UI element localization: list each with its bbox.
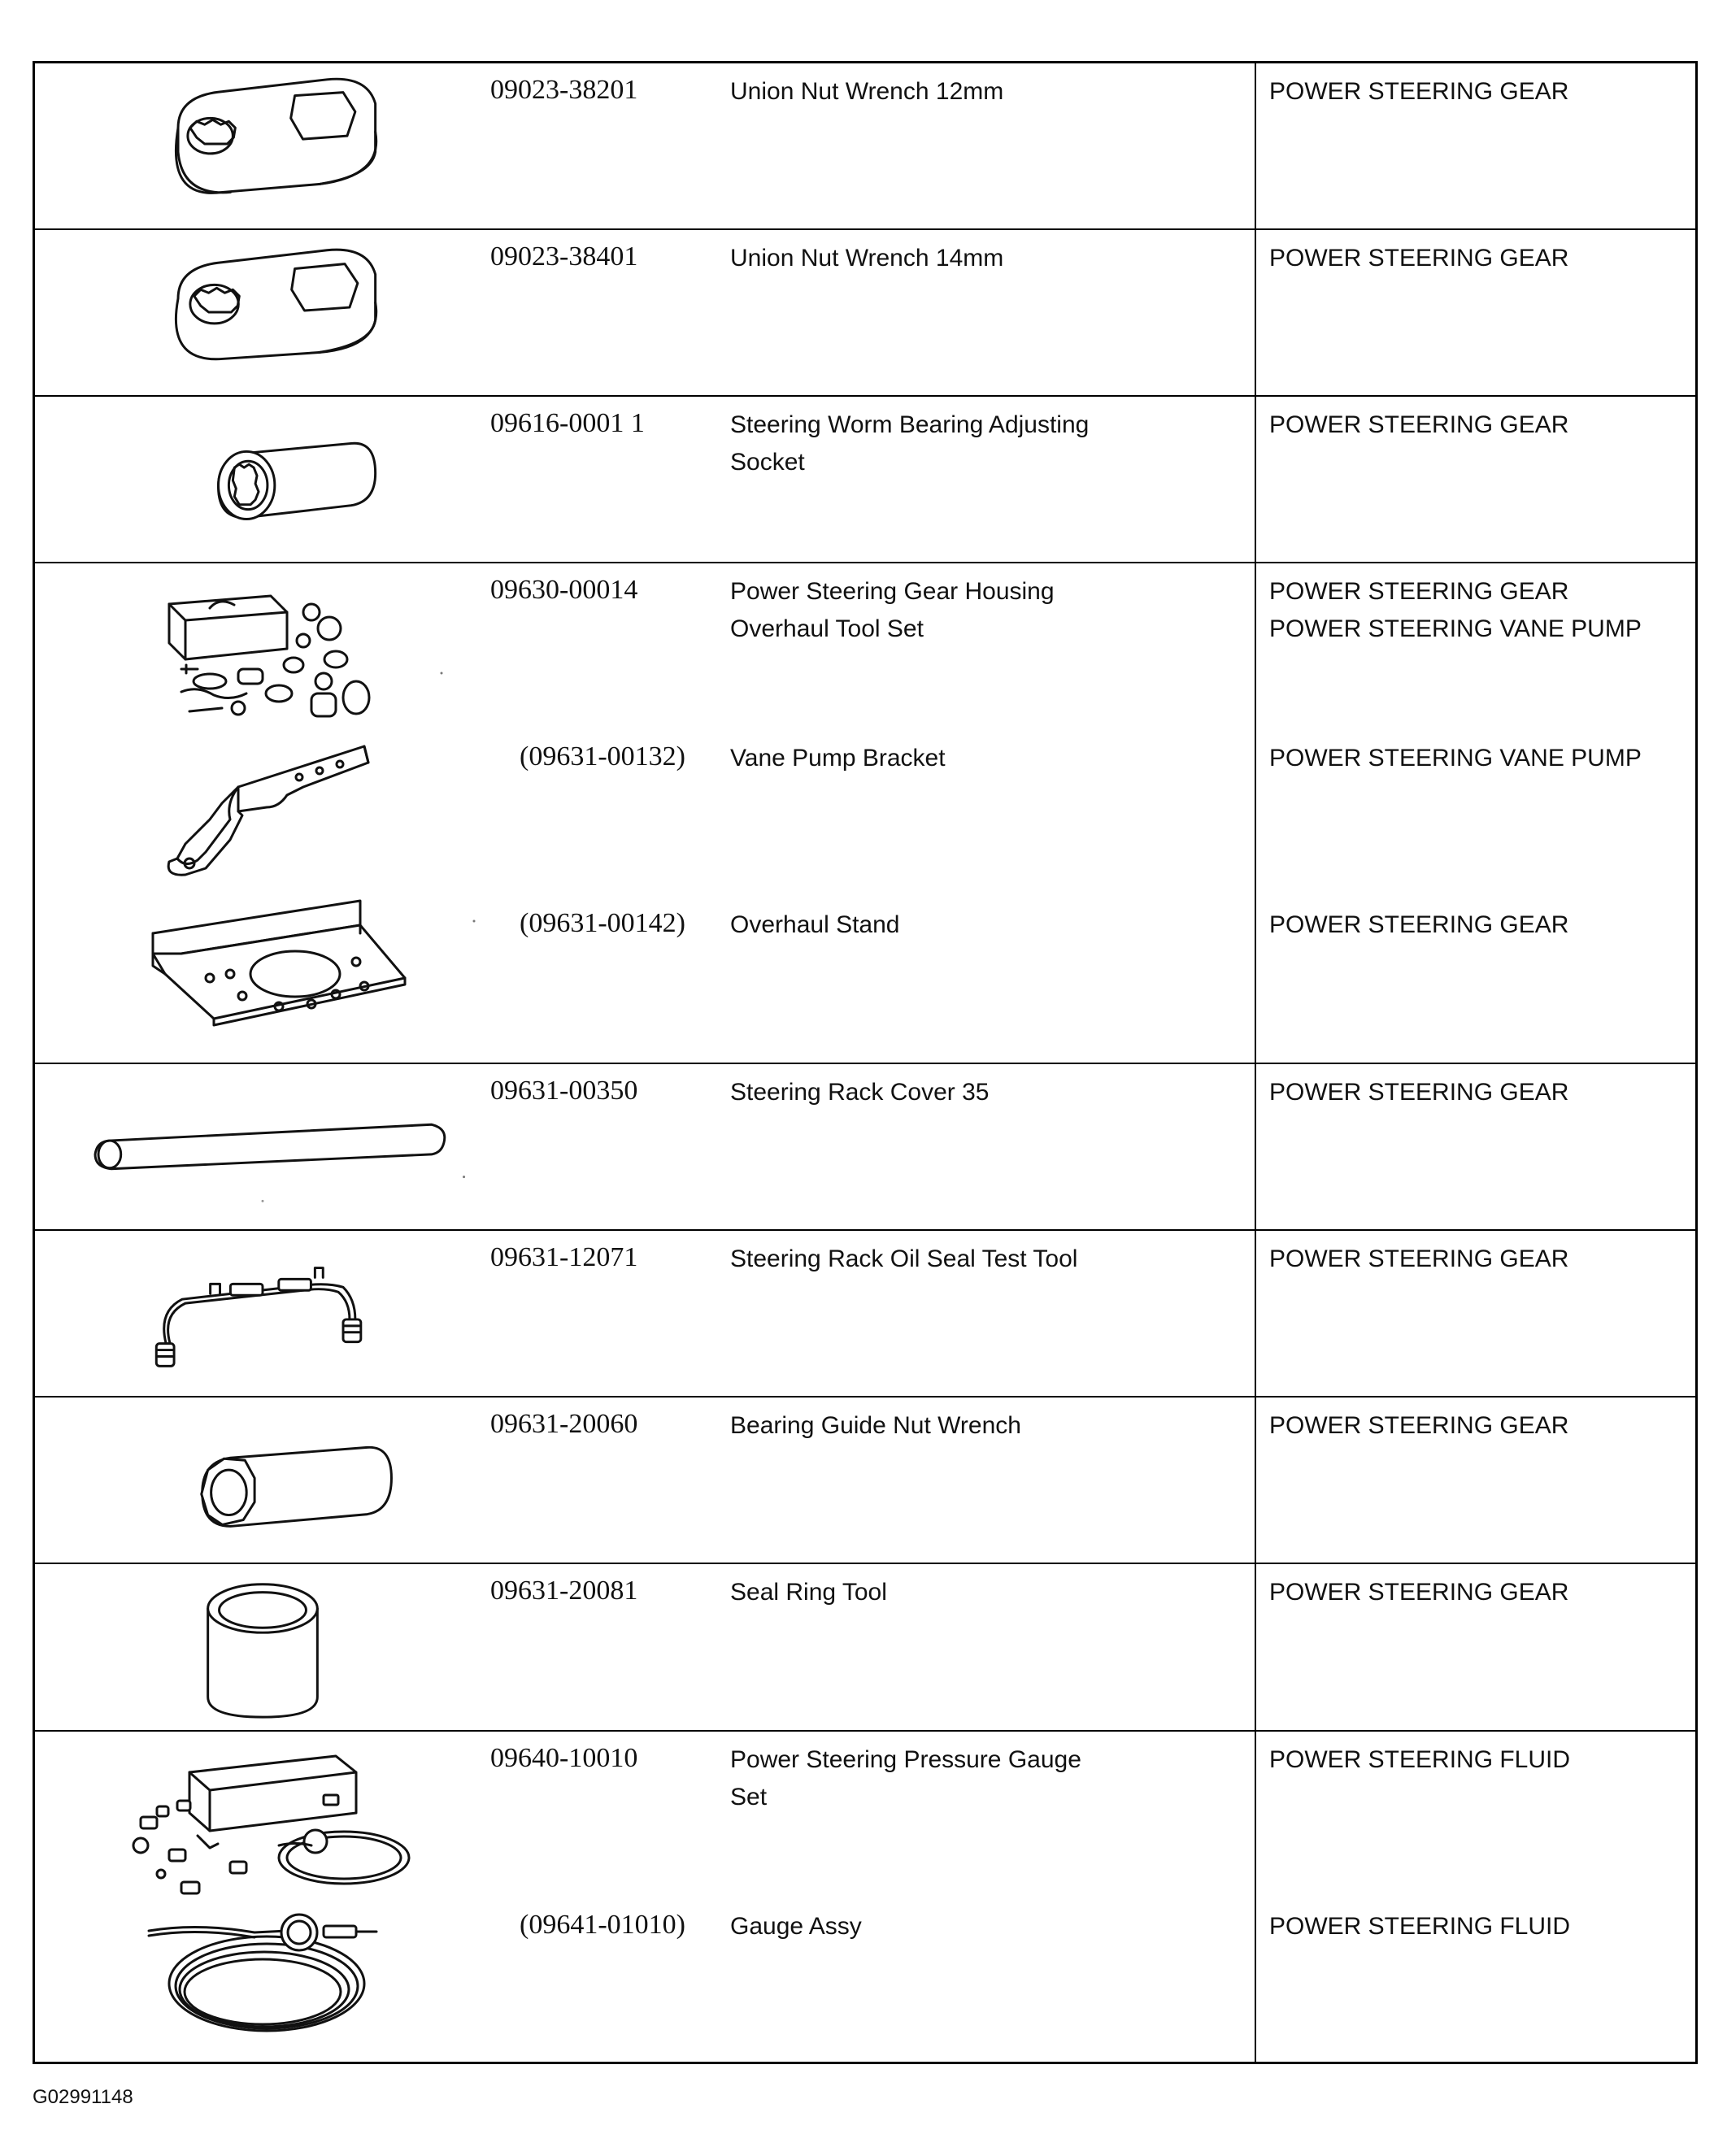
usage-list — [1269, 240, 1692, 277]
union-nut-wrench-12mm-icon — [35, 63, 490, 228]
tool-name-line: Set — [730, 1784, 768, 1810]
usage-line: POWER STEERING GEAR — [1269, 1579, 1569, 1606]
table-row — [35, 730, 1695, 897]
tool-name — [730, 906, 1185, 944]
usage-line: POWER STEERING GEAR — [1269, 911, 1569, 938]
usage-line: POWER STEERING GEAR — [1269, 1245, 1569, 1272]
tool-name — [730, 1074, 1185, 1111]
usage-list — [1269, 573, 1692, 648]
tool-name-line: Union Nut Wrench 14mm — [730, 245, 1004, 272]
usage-list — [1269, 1908, 1692, 1945]
tool-name — [730, 240, 1185, 277]
tool-name — [730, 406, 1185, 481]
usage-line: POWER STEERING GEAR — [1269, 1412, 1569, 1439]
vane-pump-bracket-icon — [35, 730, 490, 897]
tool-name — [730, 1741, 1185, 1816]
table-row — [35, 1564, 1695, 1732]
tool-name-line: Gauge Assy — [730, 1913, 862, 1940]
tool-name-line: Vane Pump Bracket — [730, 745, 946, 772]
usage-line: POWER STEERING FLUID — [1269, 1913, 1571, 1940]
column-divider — [1255, 1397, 1256, 1563]
table-row — [35, 1732, 1695, 1898]
usage-line: POWER STEERING VANE PUMP — [1269, 745, 1642, 772]
rack-cover-bar-icon — [35, 1064, 490, 1229]
overhaul-stand-icon — [35, 897, 490, 1064]
usage-line: POWER STEERING VANE PUMP — [1269, 615, 1642, 642]
gauge-assy-icon — [35, 1898, 490, 2062]
table-row-group — [35, 563, 1695, 1064]
adjusting-socket-icon — [35, 397, 490, 562]
seal-ring-tool-icon — [35, 1564, 490, 1730]
part-number: 09631-20081 — [490, 1576, 638, 1606]
column-divider — [1255, 1064, 1256, 1229]
tool-name-line: Union Nut Wrench 12mm — [730, 78, 1004, 105]
part-number: 09631-20060 — [490, 1409, 638, 1439]
usage-line: POWER STEERING GEAR — [1269, 411, 1569, 438]
tool-name-line: Steering Rack Cover 35 — [730, 1079, 990, 1106]
tool-name — [730, 1574, 1185, 1611]
usage-list — [1269, 906, 1692, 944]
usage-list — [1269, 406, 1692, 444]
usage-list — [1269, 1074, 1692, 1111]
tool-name-line: Overhaul Stand — [730, 911, 900, 938]
tool-name — [730, 1908, 1185, 1945]
tool-name-line: Socket — [730, 449, 805, 476]
table-row — [35, 1064, 1695, 1231]
pressure-gauge-set-icon — [35, 1732, 490, 1898]
usage-line: POWER STEERING FLUID — [1269, 1746, 1571, 1773]
usage-line: POWER STEERING GEAR — [1269, 78, 1569, 105]
table-row — [35, 63, 1695, 230]
usage-list — [1269, 1574, 1692, 1611]
tool-name-line: Steering Worm Bearing Adjusting — [730, 411, 1090, 438]
column-divider — [1255, 1231, 1256, 1396]
part-number: 09631-00350 — [490, 1076, 638, 1106]
table-row — [35, 1231, 1695, 1397]
part-number: 09631-12071 — [490, 1242, 638, 1272]
part-number: (09631-00132) — [520, 741, 685, 772]
union-nut-wrench-14mm-icon — [35, 230, 490, 395]
usage-list — [1269, 1241, 1692, 1278]
usage-list — [1269, 73, 1692, 111]
usage-list — [1269, 1741, 1692, 1779]
table-row-group — [35, 1732, 1695, 2062]
usage-line: POWER STEERING GEAR — [1269, 578, 1569, 605]
special-service-tools-table — [33, 61, 1698, 2064]
oil-seal-test-tool-icon — [35, 1231, 490, 1396]
tool-name — [730, 73, 1185, 111]
part-number: 09640-10010 — [490, 1743, 638, 1773]
table-row — [35, 1898, 1695, 2062]
usage-line: POWER STEERING GEAR — [1269, 245, 1569, 272]
tool-name — [730, 1241, 1185, 1278]
part-number: 09023-38201 — [490, 75, 638, 105]
tool-name — [730, 740, 1185, 777]
usage-list — [1269, 740, 1692, 777]
table-row — [35, 1397, 1695, 1564]
table-row — [35, 563, 1695, 730]
column-divider — [1255, 1564, 1256, 1730]
part-number: (09641-01010) — [520, 1910, 685, 1940]
usage-line: POWER STEERING GEAR — [1269, 1079, 1569, 1106]
tool-name-line: Overhaul Tool Set — [730, 615, 924, 642]
tool-name-line: Steering Rack Oil Seal Test Tool — [730, 1245, 1078, 1272]
part-number: 09023-38401 — [490, 241, 638, 272]
part-number: 09630-00014 — [490, 575, 638, 605]
tool-name-line: Power Steering Gear Housing — [730, 578, 1055, 605]
tool-name — [730, 573, 1185, 648]
tool-name-line: Power Steering Pressure Gauge — [730, 1746, 1081, 1773]
part-number: 09616-0001 1 — [490, 408, 645, 438]
tool-name — [730, 1407, 1185, 1445]
figure-code: G02991148 — [33, 2086, 133, 2108]
guide-nut-wrench-icon — [35, 1397, 490, 1563]
part-number: (09631-00142) — [520, 908, 685, 938]
table-row — [35, 397, 1695, 563]
column-divider — [1255, 63, 1256, 228]
table-row — [35, 230, 1695, 397]
usage-list — [1269, 1407, 1692, 1445]
tool-set-case-icon — [35, 563, 490, 730]
tool-name-line: Seal Ring Tool — [730, 1579, 887, 1606]
tool-name-line: Bearing Guide Nut Wrench — [730, 1412, 1021, 1439]
column-divider — [1255, 397, 1256, 562]
column-divider — [1255, 230, 1256, 395]
table-row — [35, 897, 1695, 1064]
